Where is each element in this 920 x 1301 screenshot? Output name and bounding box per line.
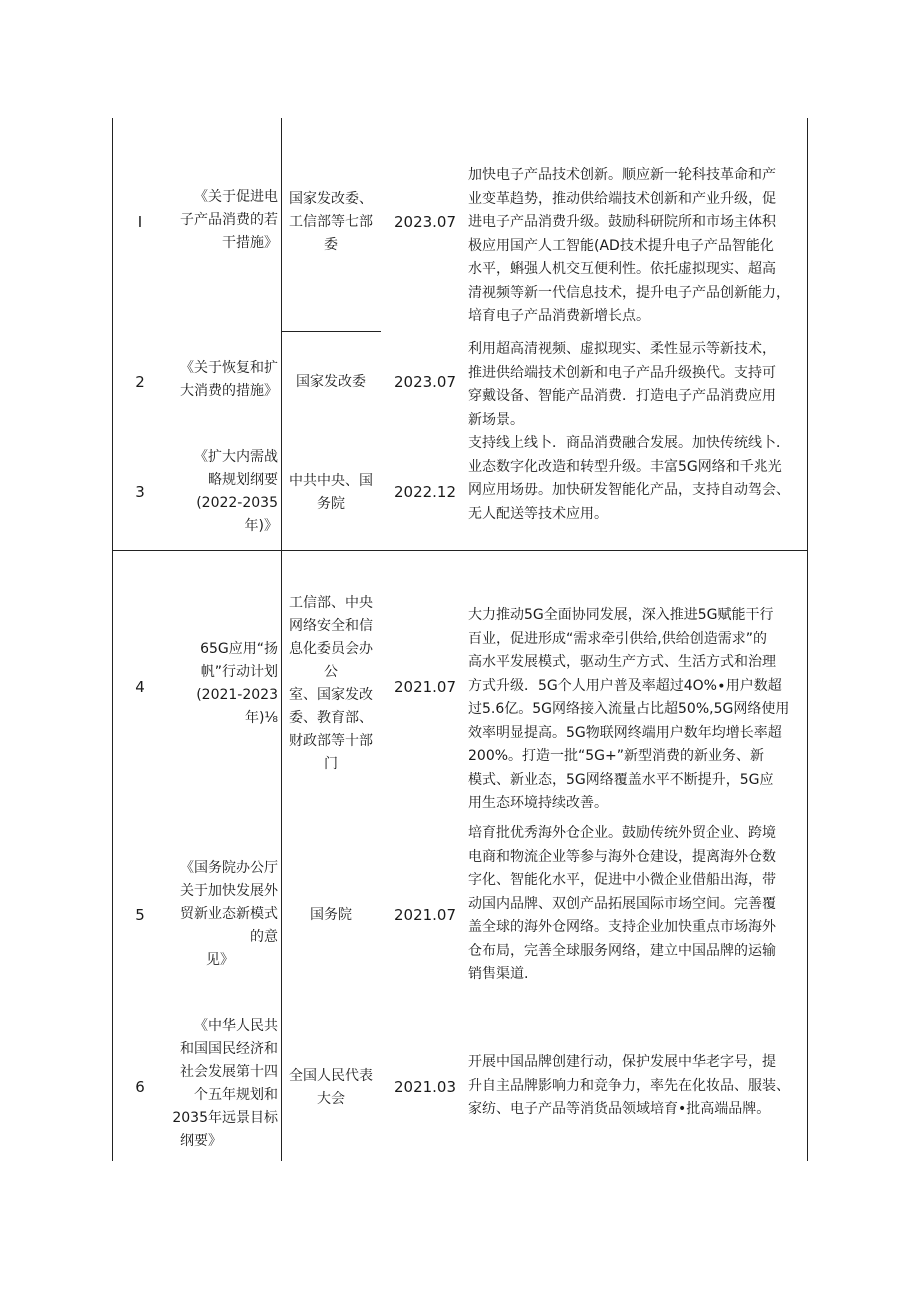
issue-date: 2021.03 (393, 1078, 457, 1096)
department-line: 门 (324, 756, 338, 772)
row-number: 4 (135, 678, 145, 696)
policy-title-line: (2021-2023 (196, 687, 278, 703)
content-line: 支持线上线卜．商品消费融合发展。加快传统线卜． (468, 435, 790, 451)
policy-title-line: 年)⅛ (244, 710, 278, 726)
row-divider-dept (281, 331, 381, 332)
content-line: 利用超高清视频、虚拟现实、柔性显示等新技术， (468, 341, 776, 357)
content-line: 效率明显提高。5G物联网终端用户数年均增长率超 (468, 724, 782, 741)
content-line: 过5.6亿。5G网络接入流量占比超50%,5G网络使用 (468, 701, 790, 717)
table-left-border (112, 118, 113, 1161)
department-line: 国务院 (310, 907, 352, 923)
policy-content (468, 1051, 808, 1122)
policy-title-line: 《关于恢复和扩 (180, 360, 278, 376)
policy-title (168, 857, 278, 972)
policy-title-line: (2022-2035 (196, 495, 278, 511)
policy-title (168, 186, 278, 255)
policy-title-line: 贸新业态新模式 (180, 906, 278, 922)
department-line: 财政部等十部 (289, 733, 373, 749)
policy-title-line: 社会发展第十四 (180, 1064, 278, 1080)
department-line: 网络安全和信 (289, 618, 373, 634)
content-line: 极应用国产人工智能(AD技术提升电子产品智能化 (468, 237, 774, 254)
policy-title (168, 446, 278, 538)
content-line: 培育电子产品消费新增长点。 (468, 308, 650, 324)
policy-content (468, 822, 808, 987)
content-line: 仓布局，完善全球服务网络，建立中国品牌的运输 (468, 942, 776, 959)
issuing-department (281, 188, 381, 257)
content-line: 加快电子产品技术创新。顺应新一轮科技革命和产 (468, 167, 776, 183)
content-line: 清视频等新一代信息技术，提升电子产品创新能力， (468, 284, 790, 301)
policy-content (468, 164, 808, 329)
row-number: I (137, 213, 143, 231)
policy-title-line: 见》 (206, 952, 234, 968)
policy-title-line: 子产品消费的若 (180, 212, 278, 228)
content-line: 开展中国品牌创建行动，保护发展中华老字号，提 (468, 1054, 776, 1070)
issue-date: 2021.07 (393, 906, 457, 924)
content-line: 升自主品牌影响力和竞争力，率先在化妆品、服装、 (468, 1077, 790, 1094)
content-line: 盖全球的海外仓网络。支持企业加快重点市场海外 (468, 919, 776, 935)
policy-title (168, 357, 278, 403)
department-line: 工信部、中央 (289, 595, 373, 611)
policy-title-line: 帆”行动计划 (200, 664, 278, 680)
content-line: 方式升级．5G个人用户普及率超过4O%∙用户数超 (468, 677, 782, 694)
department-line: 国家发改委 (296, 374, 366, 390)
content-line: 无人配送等技术应用。 (468, 505, 608, 522)
policy-title-line: 《国务院办公厅 (180, 860, 278, 876)
content-line: 高水平发展模式，驱动生产方式、生活方式和治理 (468, 654, 776, 670)
issue-date: 2023.07 (393, 373, 457, 391)
content-line: 用生态环境持续改善。 (468, 795, 608, 811)
content-line: 百业，促进形成“需求牵引供给,供给创造需求”的 (468, 630, 767, 647)
row-number: 5 (135, 906, 145, 924)
issue-date: 2023.07 (393, 213, 457, 231)
policy-title-line: 65G应用“扬 (200, 641, 278, 657)
issue-date: 2022.12 (393, 483, 457, 501)
department-line: 全国人民代表 (289, 1068, 373, 1084)
issue-date: 2021.07 (393, 678, 457, 696)
content-line: 新场景。 (468, 411, 524, 428)
content-line: 进电子产品消费升级。鼓励科研院所和市场主体积 (468, 214, 776, 230)
content-line: 200%。打造一批“5G+”新型消费的新业务、新 (468, 748, 765, 764)
content-line: 家纺、电子产品等消货品领域培育•批高端品牌。 (468, 1101, 771, 1117)
section-divider (112, 550, 808, 551)
content-line: 业态数字化改造和转型升级。丰富5G网络和千兆光 (468, 458, 782, 475)
content-line: 销售渠道. (468, 966, 529, 982)
content-line: 培育批优秀海外仓企业。鼓励传统外贸企业、跨境 (468, 825, 776, 841)
content-line: 字化、智能化水平，促进中小微企业借船出海，带 (468, 872, 776, 888)
department-line: 务院 (317, 496, 345, 512)
policy-title-line: 个五年规划和 (194, 1087, 278, 1103)
row-number: 6 (135, 1078, 145, 1096)
policy-title-line: 关于加快发展外 (180, 883, 278, 899)
policy-title-line: 大消费的措施》 (180, 383, 278, 399)
issuing-department (281, 1065, 381, 1111)
department-line: 委 (324, 237, 338, 253)
policy-title-line: 《中华人民共 (194, 1018, 278, 1034)
department-line: 委、教育部、 (289, 710, 373, 726)
department-line: 国家发改委、 (289, 191, 373, 207)
department-line: 大会 (317, 1091, 345, 1107)
policy-title-line: 和国国民经济和 (180, 1041, 278, 1057)
policy-content (468, 432, 808, 526)
department-line: 工信部等七部 (289, 214, 373, 230)
policy-title-line: 2035年远景目标 (172, 1110, 278, 1126)
department-line: 中共中央、国 (289, 473, 373, 489)
row-number: 3 (135, 483, 145, 501)
policy-title (168, 1015, 278, 1153)
content-line: 穿戴设备、智能产品消费．打造电子产品消费应用 (468, 388, 776, 404)
policy-title (168, 638, 278, 730)
policy-title-line: 干措施》 (222, 235, 278, 251)
content-line: 电商和物流企业等参与海外仓建设，提离海外仓数 (468, 848, 776, 865)
content-line: 大力推动5G全面协同发展，深入推进5G赋能干行 (468, 607, 774, 623)
policy-title-line: 的意 (250, 929, 278, 945)
content-line: 水平，蝌强人机交互便利性。依托虚拟现实、超高 (468, 261, 776, 277)
issuing-department (281, 904, 381, 927)
content-line: 动国内品牌、双创产品拓展国际市场空间。完善覆 (468, 895, 776, 912)
issuing-department (281, 470, 381, 516)
row-number: 2 (135, 373, 145, 391)
department-line: 息化委员会办 (289, 641, 373, 657)
policy-title-line: 《扩大内需战 (194, 449, 278, 465)
content-line: 推进供给端技术创新和电子产品升级换代。支持可 (468, 364, 776, 381)
content-line: 网应用场毋。加快研发智能化产品，支持自动驾会、 (468, 482, 790, 498)
department-line: 公 (324, 664, 338, 680)
content-line: 业变革趋势，推动供给端技术创新和产业升级，促 (468, 190, 776, 207)
issuing-department (281, 592, 381, 776)
policy-title-line: 年)》 (244, 518, 278, 534)
policy-title-line: 纲要》 (180, 1133, 222, 1149)
policy-content (468, 604, 808, 816)
policy-title-line: 略规划纲要 (208, 472, 278, 488)
content-line: 模式、新业态，5G网络覆盖水平不断提升，5G应 (468, 771, 774, 788)
policy-title-line: 《关于促进电 (194, 189, 278, 205)
policy-content (468, 338, 808, 432)
issuing-department (281, 371, 381, 394)
department-line: 室、国家发改 (289, 687, 373, 703)
